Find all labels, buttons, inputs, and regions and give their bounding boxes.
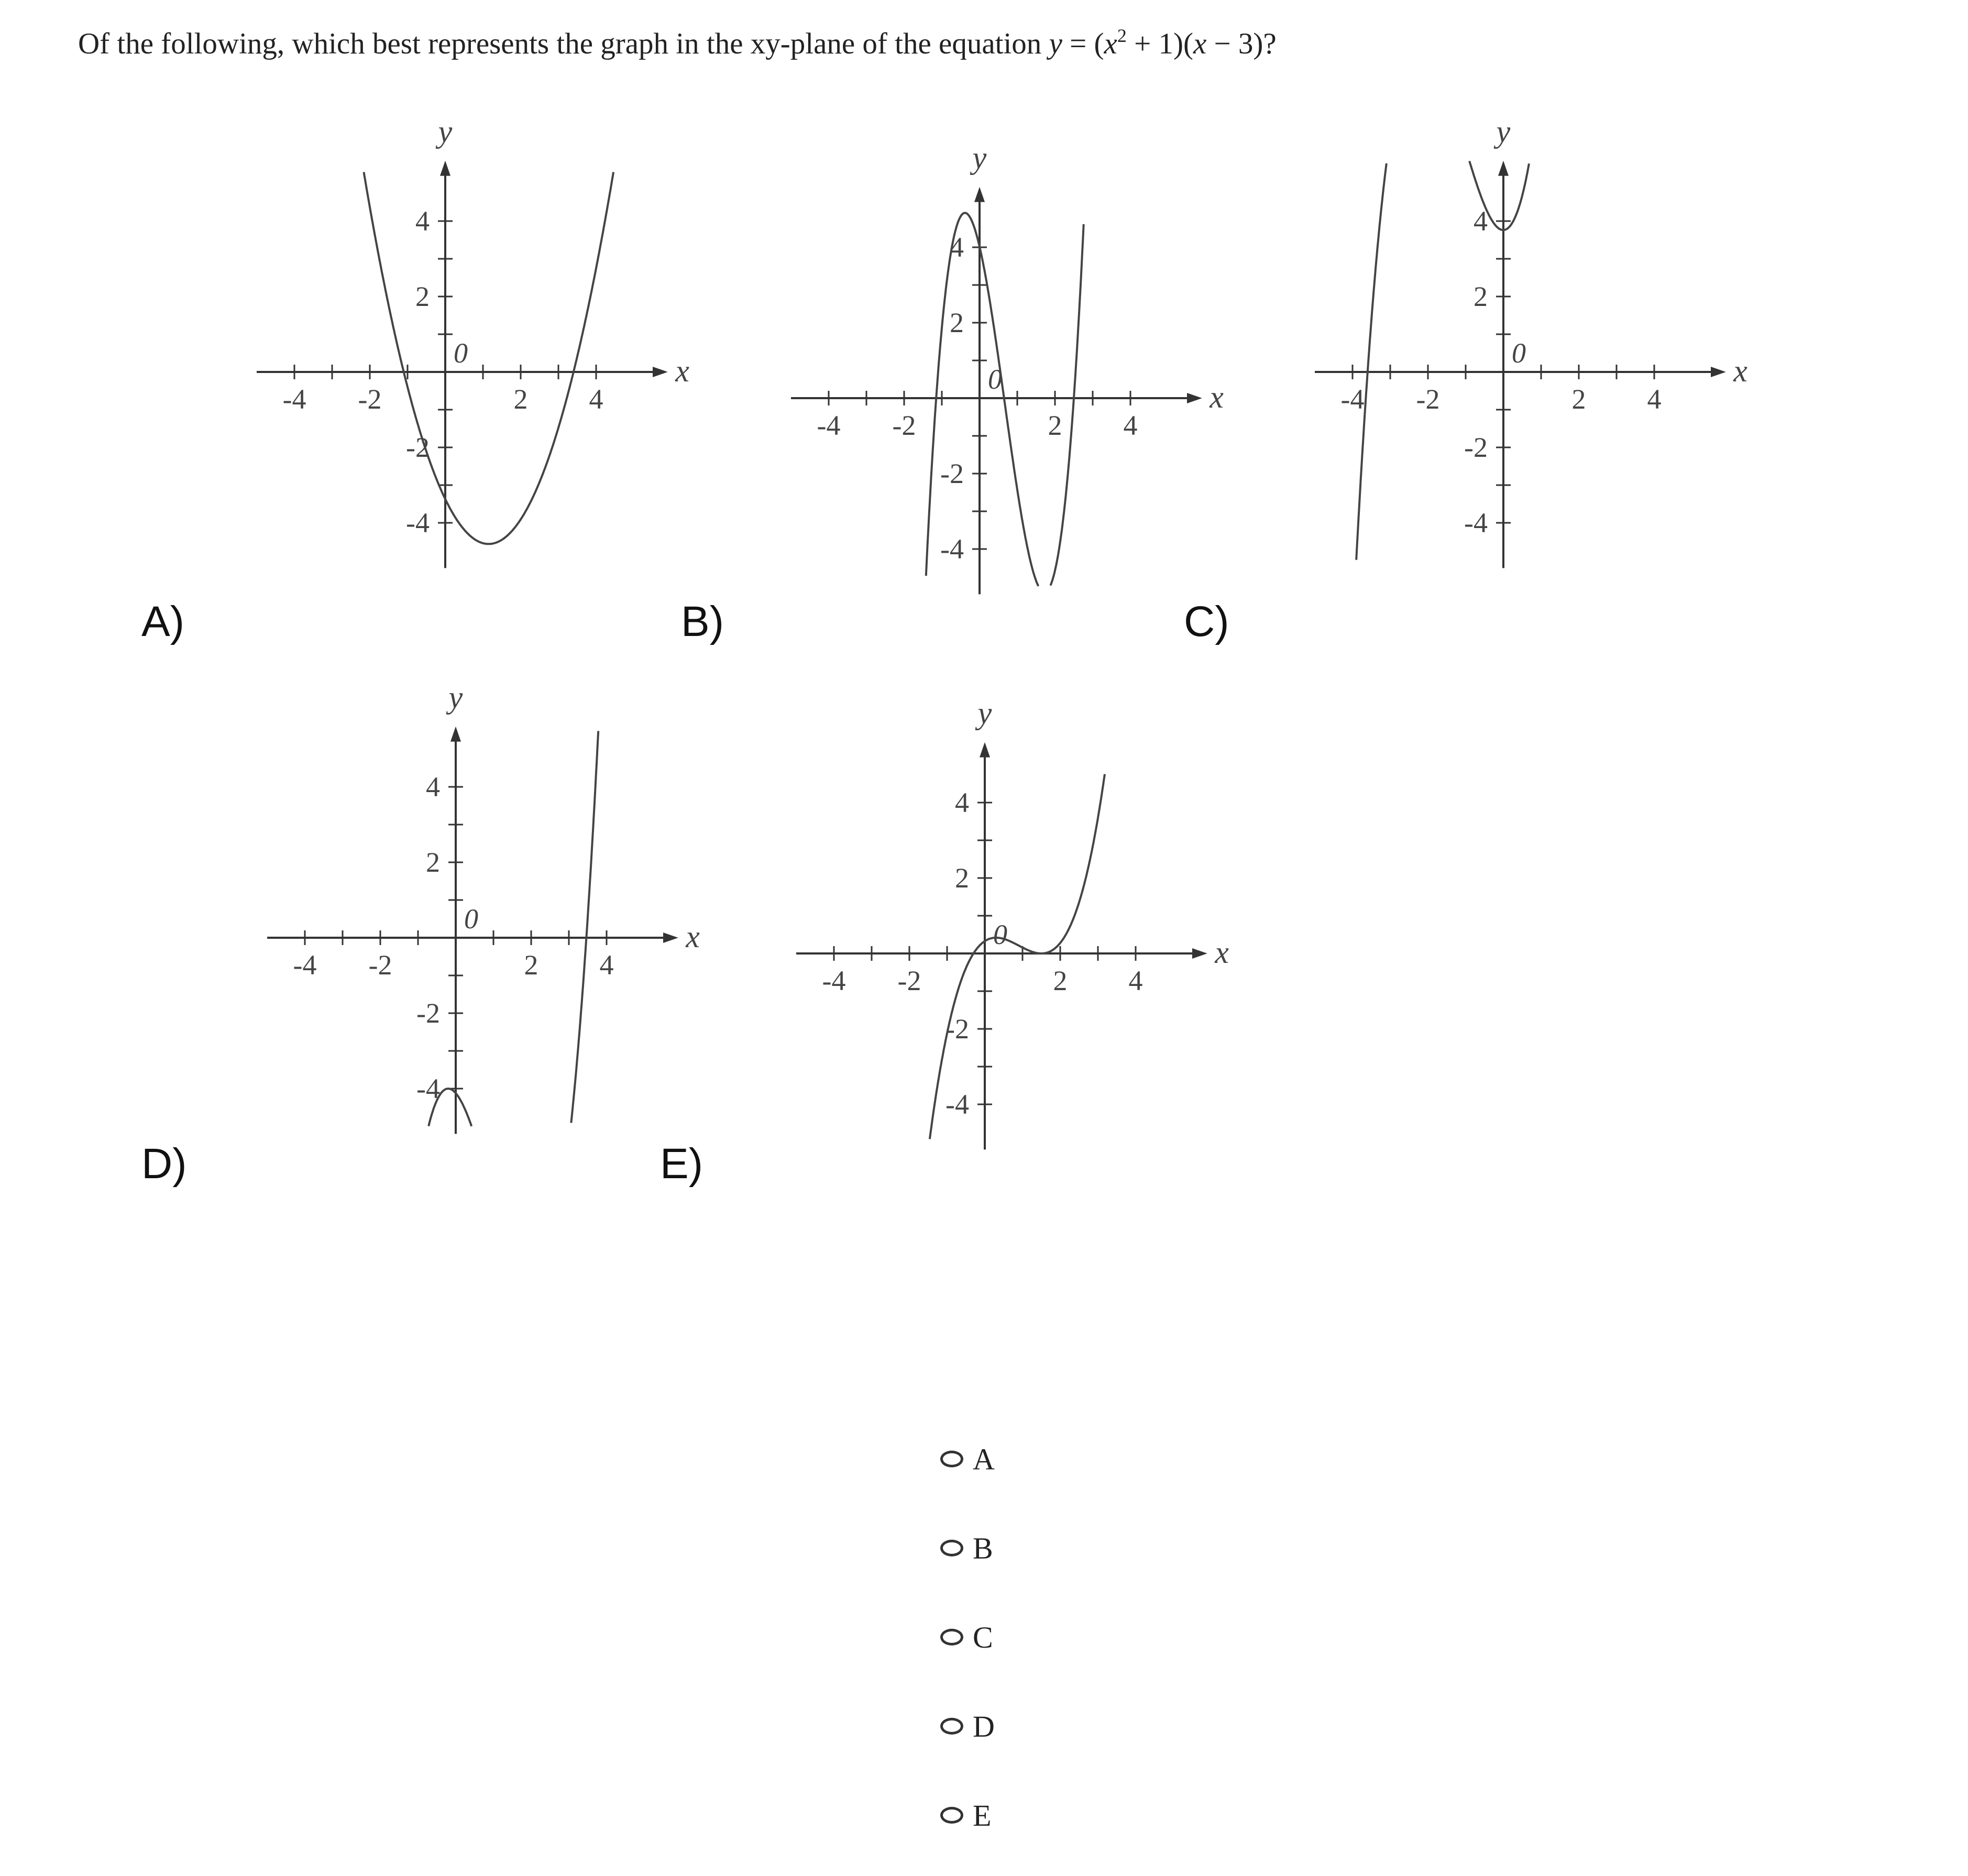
y-axis-arrow [980,742,990,758]
x-tick-label: 4 [589,383,603,415]
y-tick-label: -2 [1464,432,1488,463]
equation-eq: = ( [1062,27,1104,60]
radio-e[interactable] [940,1807,963,1824]
x-tick-label: 4 [1128,965,1143,996]
graph-curve [428,731,598,1126]
x-tick-label: -2 [368,949,392,981]
x-axis-arrow [1187,393,1202,403]
y-tick-label: -4 [416,1073,440,1104]
x-axis-label: x [1215,935,1229,970]
radio-a[interactable] [940,1451,963,1467]
graph-option-a [215,114,689,602]
answer-label-d: D [973,1709,995,1743]
origin-label: 0 [464,903,478,935]
answer-label-c: C [973,1620,993,1654]
y-tick-label: -4 [1464,507,1488,539]
y-tick-label: 2 [950,307,964,338]
y-tick-label: 2 [415,281,430,312]
x-axis-arrow [1711,367,1726,377]
x-tick-label: 2 [1571,383,1586,415]
option-label-d: D) [141,1140,187,1188]
answer-choice-c[interactable] [940,1614,993,1661]
y-tick-label: -2 [945,1013,969,1045]
equation-lhs: y [1049,27,1062,60]
x-axis-label: x [1733,354,1747,388]
y-tick-label: 4 [426,771,440,803]
origin-label: 0 [988,364,1002,395]
x-axis-arrow [663,932,678,943]
x-tick-label: -4 [293,949,317,981]
x-axis-label: x [1210,380,1224,414]
x-axis-label: x [686,919,700,954]
x-tick-label: -2 [892,410,916,441]
x-tick-label: 4 [599,949,614,981]
y-tick-label: -2 [416,997,440,1029]
x-tick-label: -4 [817,410,841,441]
x-tick-label: -4 [1340,383,1365,415]
x-tick-label: -2 [358,383,382,415]
equation-tail: − 3)? [1206,27,1277,60]
answer-choice-d[interactable] [940,1703,995,1750]
option-label-e: E) [660,1140,703,1188]
x-tick-label: 2 [1053,965,1068,996]
y-axis-label: y [438,114,453,149]
x-tick-label: 2 [513,383,528,415]
origin-label: 0 [454,337,468,369]
equation-x2: x [1193,27,1207,60]
y-tick-label: -4 [945,1089,969,1120]
equation-mid: + 1)( [1126,27,1193,60]
radio-b[interactable] [940,1540,963,1556]
x-axis-label: x [675,354,689,388]
y-axis-arrow [1498,161,1509,176]
graph-option-e [754,695,1229,1184]
graph-curve [930,774,1105,1139]
answer-choice-b[interactable] [940,1524,993,1572]
answer-label-e: E [973,1798,992,1833]
x-tick-label: -2 [1416,383,1440,415]
answer-label-b: B [973,1531,993,1565]
y-tick-label: 4 [1474,205,1488,237]
y-axis-arrow [450,727,461,742]
y-tick-label: -2 [406,432,430,463]
x-tick-label: 2 [524,949,538,981]
equation-exponent: 2 [1117,25,1127,46]
y-axis-arrow [440,161,450,176]
graph-option-d [225,679,700,1168]
x-tick-label: 4 [1123,410,1138,441]
y-tick-label: 2 [955,862,969,894]
option-label-a: A) [141,598,184,645]
radio-c[interactable] [940,1629,963,1645]
y-axis-label: y [972,140,987,175]
x-tick-label: -4 [282,383,306,415]
answer-label-a: A [973,1442,995,1476]
graph-curve [364,172,614,544]
answer-choice-e[interactable] [940,1792,991,1839]
answer-choice-a[interactable] [940,1435,995,1483]
y-tick-label: -2 [940,458,964,489]
y-tick-label: 2 [426,847,440,878]
question-text [78,9,1277,70]
option-label-c: C) [1184,598,1229,645]
x-axis-arrow [1192,948,1207,959]
radio-d[interactable] [940,1718,963,1735]
graph-option-c [1273,114,1747,602]
y-tick-label: 4 [955,787,969,818]
y-axis-label: y [977,695,992,730]
origin-label: 0 [993,919,1007,950]
question-prefix: Of the following, which best represents the graph in the xy-plane of the equation [78,27,1049,60]
y-axis-arrow [974,187,985,202]
x-tick-label: 4 [1647,383,1662,415]
y-tick-label: -4 [406,507,430,539]
x-tick-label: -4 [822,965,846,996]
equation-x1: x [1104,27,1117,60]
y-tick-label: 4 [950,232,964,263]
y-tick-label: -4 [940,533,964,565]
y-axis-label: y [448,679,463,715]
y-tick-label: 2 [1474,281,1488,312]
y-axis-label: y [1496,114,1511,149]
option-label-b: B) [681,598,724,645]
graph-curve [926,213,1084,586]
y-tick-label: 4 [415,205,430,237]
x-axis-arrow [653,367,668,377]
origin-label: 0 [1512,337,1526,369]
graph-option-b [749,140,1224,629]
x-tick-label: -2 [897,965,921,996]
x-tick-label: 2 [1048,410,1062,441]
